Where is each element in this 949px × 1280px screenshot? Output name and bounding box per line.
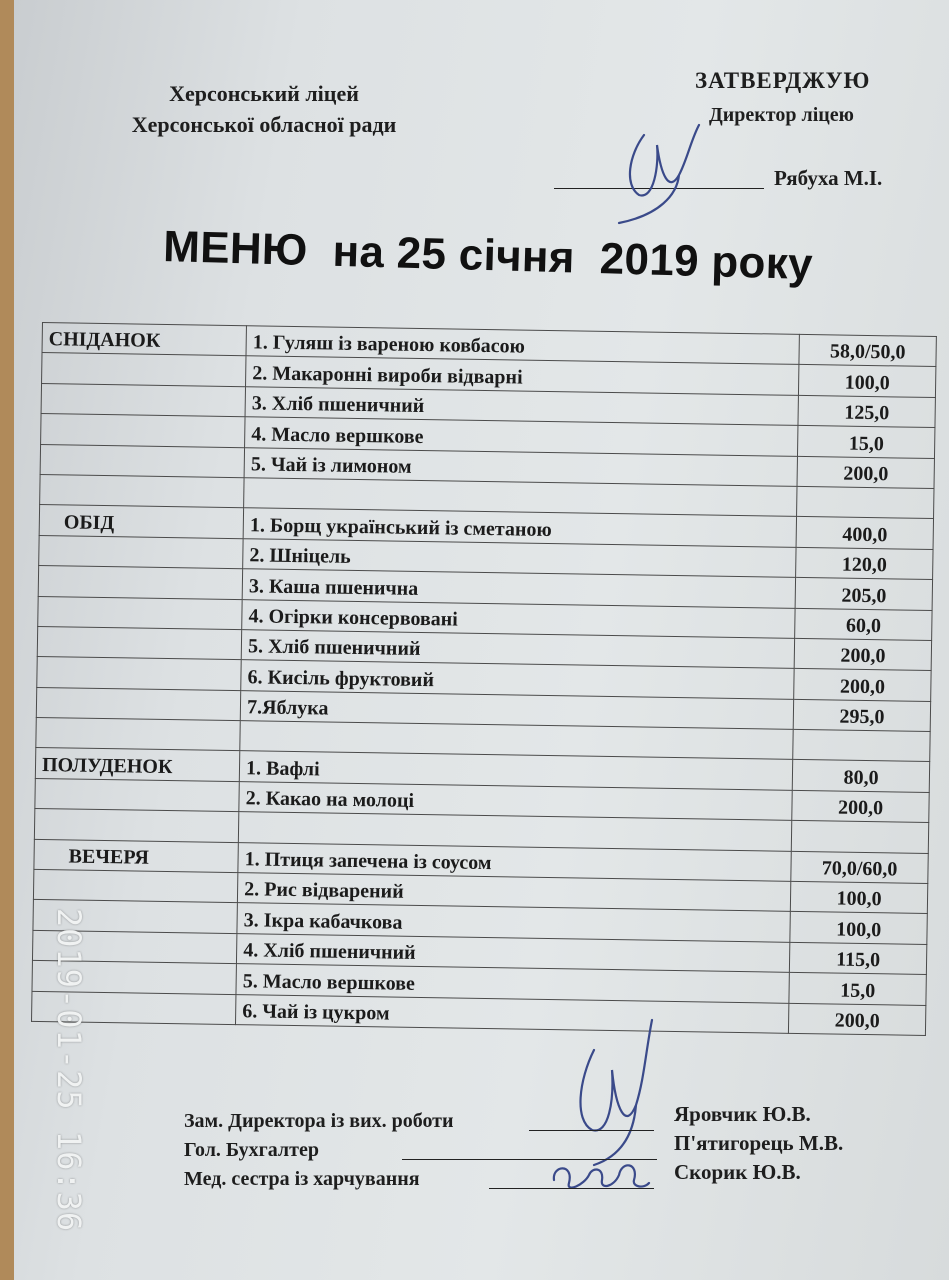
organization-header — [114, 78, 414, 140]
dish-name: 3. Ікра кабачкова — [237, 903, 790, 942]
dish-name: 1. Гуляш із вареною ковбасою — [246, 326, 799, 365]
dish-portion: 200,0 — [797, 456, 934, 489]
dish-name: 5. Чай із лимоном — [244, 447, 797, 486]
dish-portion: 200,0 — [794, 638, 931, 671]
org-name: Херсонський ліцей — [169, 81, 359, 106]
dish-name: 3. Хліб пшеничний — [245, 386, 798, 425]
director-name: Рябуха М.І. — [774, 166, 883, 190]
dish-name: 3. Каша пшенична — [242, 569, 795, 608]
dish-name: 6. Кисіль фруктовий — [241, 660, 794, 699]
dish-name: 6. Чай із цукром — [236, 994, 789, 1033]
dish-portion: 120,0 — [796, 547, 933, 580]
dish-name: 4. Огірки консервовані — [242, 599, 795, 638]
signature-line — [489, 1188, 654, 1189]
dish-portion: 70,0/60,0 — [791, 851, 928, 884]
dish-portion: 60,0 — [795, 608, 932, 641]
dish-portion: 100,0 — [790, 912, 927, 945]
meal-label-lunch: ОБІД — [39, 505, 244, 539]
dish-name: 1. Птиця запечена із соусом — [238, 842, 791, 881]
dish-portion: 15,0 — [798, 426, 935, 459]
signature-line — [529, 1130, 654, 1131]
dish-name: 2. Макаронні вироби відварні — [246, 356, 799, 395]
dish-portion: 125,0 — [798, 395, 935, 428]
deputy-role: Зам. Директора із вих. роботи — [184, 1110, 454, 1132]
dish-name: 4. Масло вершкове — [245, 417, 798, 456]
dish-name: 2. Шніцель — [243, 538, 796, 577]
menu-document — [14, 0, 949, 1280]
dish-portion: 205,0 — [795, 577, 932, 610]
approval-title: ЗАТВЕРДЖУЮ — [695, 68, 871, 93]
signature-line — [402, 1159, 657, 1160]
dish-name: 5. Хліб пшеничний — [241, 630, 794, 669]
accountant-role: Гол. Бухгалтер — [184, 1139, 319, 1161]
dish-name: 2. Какао на молоці — [239, 782, 792, 821]
dish-portion: 200,0 — [789, 1003, 926, 1036]
page-title: МЕНЮ на 25 січня 2019 року — [162, 222, 814, 290]
deputy-name: Яровчик Ю.В. — [674, 1102, 811, 1126]
dish-name: 7.Яблука — [240, 690, 793, 729]
nurse-name: Скорик Ю.В. — [674, 1160, 801, 1184]
dish-portion: 80,0 — [792, 760, 929, 793]
nurse-role: Мед. сестра із харчування — [184, 1168, 420, 1190]
dish-portion: 15,0 — [789, 973, 926, 1006]
dish-name: 1. Вафлі — [239, 751, 792, 790]
accountant-name: П'ятигорець М.В. — [674, 1131, 844, 1155]
org-council: Херсонської обласної ради — [131, 112, 397, 137]
signatures-block — [184, 1102, 904, 1197]
approval-role: Директор ліцею — [709, 104, 854, 126]
menu-table — [31, 322, 937, 1036]
dish-name: 5. Масло вершкове — [236, 964, 789, 1003]
dish-portion: 58,0/50,0 — [799, 334, 936, 367]
meal-label-snack: ПОЛУДЕНОК — [35, 748, 240, 782]
dish-portion: 295,0 — [793, 699, 930, 732]
dish-name: 1. Борщ український із сметаною — [243, 508, 796, 547]
dish-portion: 200,0 — [792, 790, 929, 823]
timestamp-text: 2019-01-25 16:36 — [50, 907, 88, 1233]
director-signature-line — [554, 188, 764, 189]
dish-portion: 100,0 — [799, 365, 936, 398]
photo-timestamp — [44, 907, 94, 1233]
dish-portion: 200,0 — [794, 669, 931, 702]
dish-portion: 115,0 — [790, 942, 927, 975]
dish-name: 4. Хліб пшеничний — [237, 933, 790, 972]
dish-portion: 400,0 — [796, 517, 933, 550]
meal-label-breakfast: СНІДАНОК — [42, 323, 247, 357]
signature-row — [184, 1160, 904, 1197]
approval-block — [679, 64, 909, 132]
dish-portion: 100,0 — [791, 881, 928, 914]
menu-table-wrap — [31, 322, 942, 1036]
meal-label-dinner: ВЕЧЕРЯ — [34, 839, 239, 873]
dish-name: 2. Рис відварений — [238, 873, 791, 912]
